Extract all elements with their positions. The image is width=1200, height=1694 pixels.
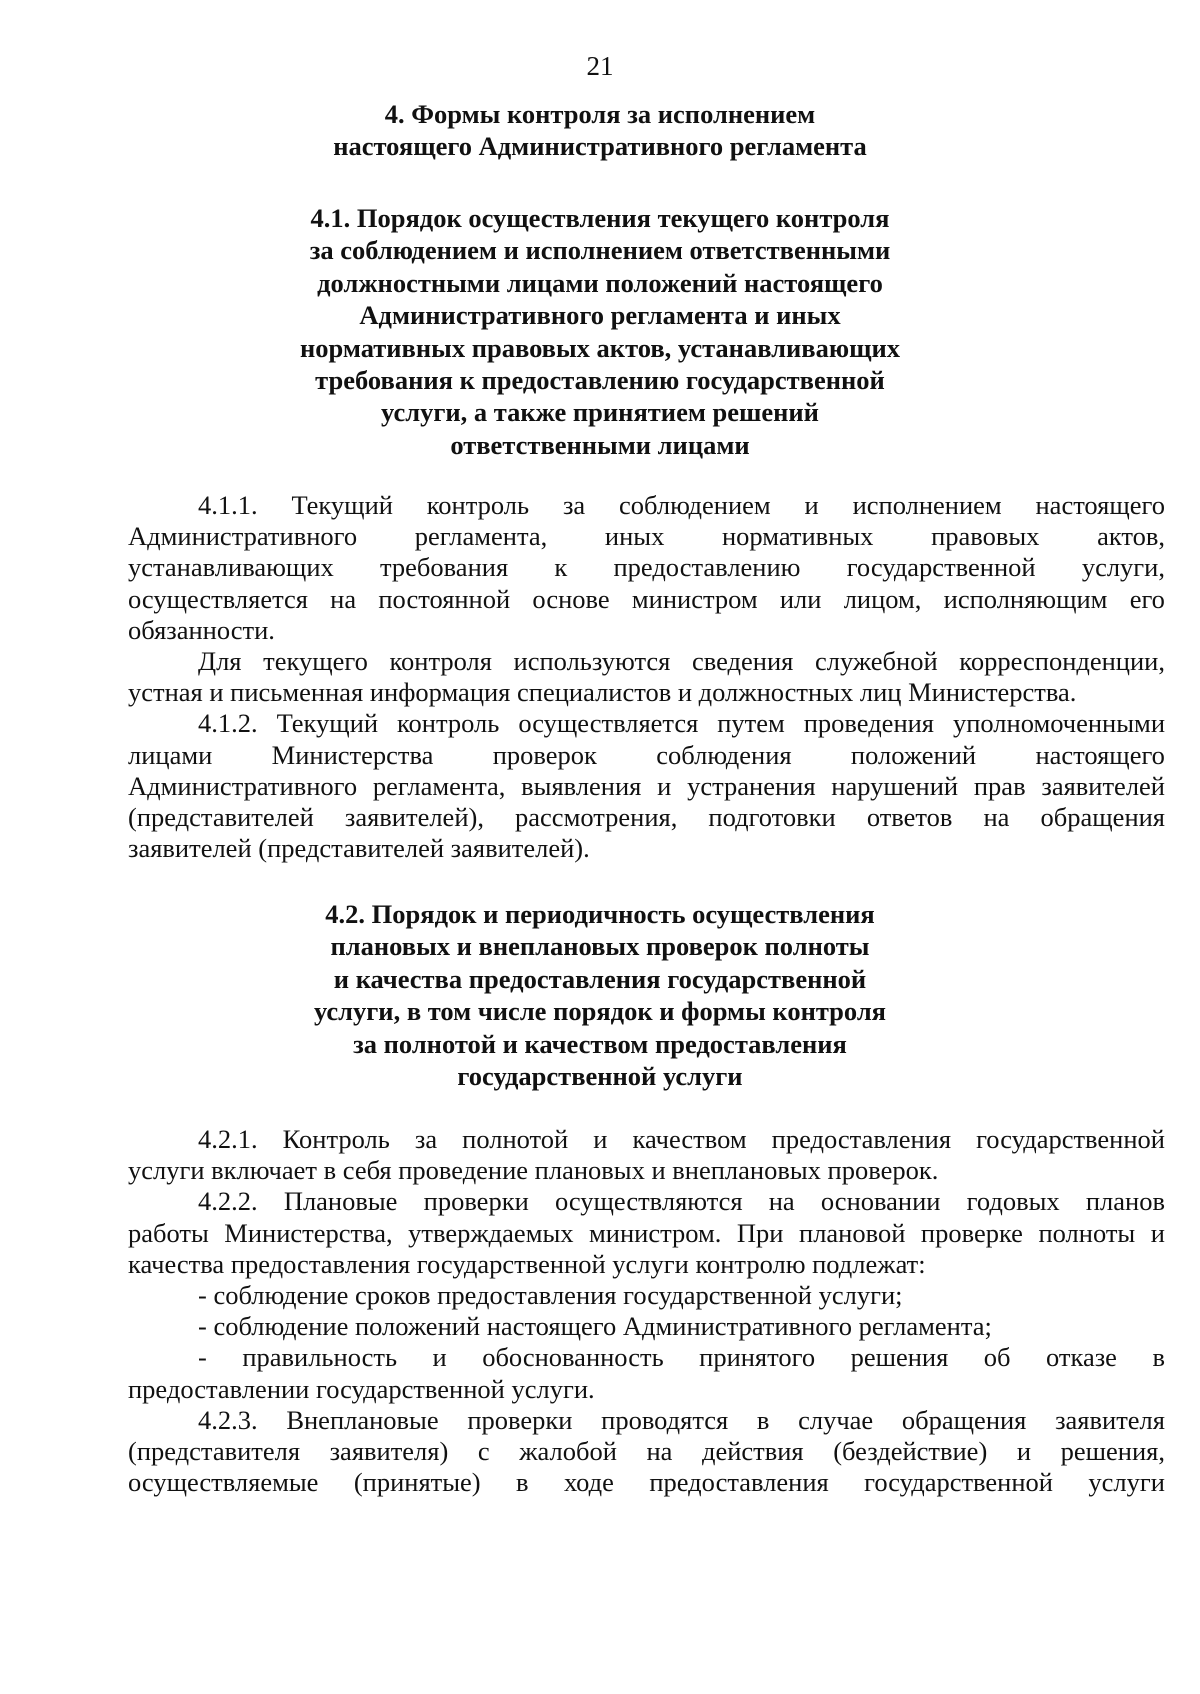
- body-line: (представителей заявителей), рассмотрения, подготовки ответов на обращения: [128, 802, 1165, 833]
- body-line: Административного регламента, выявления и устранения нарушений прав заявителей: [128, 770, 1165, 801]
- body-line: Административного регламента, иных нормативных правовых актов,: [128, 521, 1165, 552]
- heading-line: 4.1. Порядок осуществления текущего контроля: [310, 203, 890, 233]
- body-line: устная и письменная информация специалистов и должностных лиц Министерства.: [128, 677, 1077, 708]
- body-line: осуществляется на постоянной основе министром или лицом, исполняющим его: [128, 583, 1165, 614]
- heading-line: за соблюдением и исполнением ответственными: [309, 235, 891, 266]
- body-line: 4.1.2. Текущий контроль осуществляется путем проведения уполномоченными: [198, 708, 1165, 739]
- heading-line: плановых и внеплановых проверок полноты: [330, 931, 870, 962]
- body-line: 4.2.1. Контроль за полнотой и качеством предоставления государственной: [198, 1124, 1165, 1154]
- heading-line: за полнотой и качеством предоставления: [353, 1028, 847, 1059]
- section-heading-4-2: [180, 898, 1020, 1092]
- heading-line: услуги, в том числе порядок и формы контроля: [313, 996, 887, 1027]
- heading-line: 4.2. Порядок и периодичность осуществления: [325, 899, 875, 929]
- body-line: работы Министерства, утверждаемых министром. При плановой проверке полноты и: [128, 1217, 1165, 1248]
- heading-line: нормативных правовых актов, устанавливающих: [299, 332, 900, 363]
- heading-line: настоящего Административного регламента: [333, 131, 867, 162]
- page-number: 21: [586, 51, 614, 81]
- heading-line: и качества предоставления государственной: [333, 963, 867, 994]
- body-line: 4.2.2. Плановые проверки осуществляются на основании годовых планов: [198, 1186, 1165, 1217]
- section-4-1-body: [128, 490, 1165, 864]
- body-line: Для текущего контроля используются сведения служебной корреспонденции,: [198, 646, 1165, 677]
- body-line: (представителя заявителя) с жалобой на действия (бездействие) и решения,: [128, 1436, 1165, 1467]
- body-line: - соблюдение сроков предоставления государственной услуги;: [198, 1280, 903, 1311]
- heading-line: Административного регламента и иных: [359, 300, 841, 331]
- body-line: предоставлении государственной услуги.: [128, 1373, 595, 1404]
- section-4-2-body: [128, 1124, 1165, 1498]
- heading-line: должностными лицами положений настоящего: [317, 267, 883, 298]
- body-line: лицами Министерства проверок соблюдения положений настоящего: [128, 739, 1165, 770]
- body-line: услуги включает в себя проведение плановых и внеплановых проверок.: [128, 1155, 939, 1186]
- heading-line: ответственными лицами: [450, 429, 750, 460]
- body-line: - правильность и обоснованность принятого решения об отказе в: [198, 1342, 1165, 1373]
- body-line: устанавливающих требования к предоставлению государственной услуги,: [128, 552, 1165, 583]
- body-line: заявителей (представителей заявителей).: [128, 833, 590, 864]
- body-line: осуществляемые (принятые) в ходе предоставления государственной услуги: [128, 1467, 1165, 1498]
- section-heading-4-1: [180, 202, 1020, 461]
- body-line: - соблюдение положений настоящего Административного регламента;: [198, 1311, 992, 1342]
- body-line: качества предоставления государственной услуги контролю подлежат:: [128, 1248, 926, 1279]
- body-line: 4.2.3. Внеплановые проверки проводятся в случае обращения заявителя: [198, 1404, 1165, 1435]
- body-line: обязанности.: [128, 614, 275, 645]
- heading-line: государственной услуги: [457, 1061, 743, 1092]
- section-heading-4: [180, 98, 1020, 163]
- body-line: 4.1.1. Текущий контроль за соблюдением и исполнением настоящего: [198, 490, 1165, 520]
- heading-line: услуги, а также принятием решений: [381, 397, 819, 428]
- heading-line: 4. Формы контроля за исполнением: [384, 99, 816, 129]
- heading-line: требования к предоставлению государственной: [315, 365, 885, 396]
